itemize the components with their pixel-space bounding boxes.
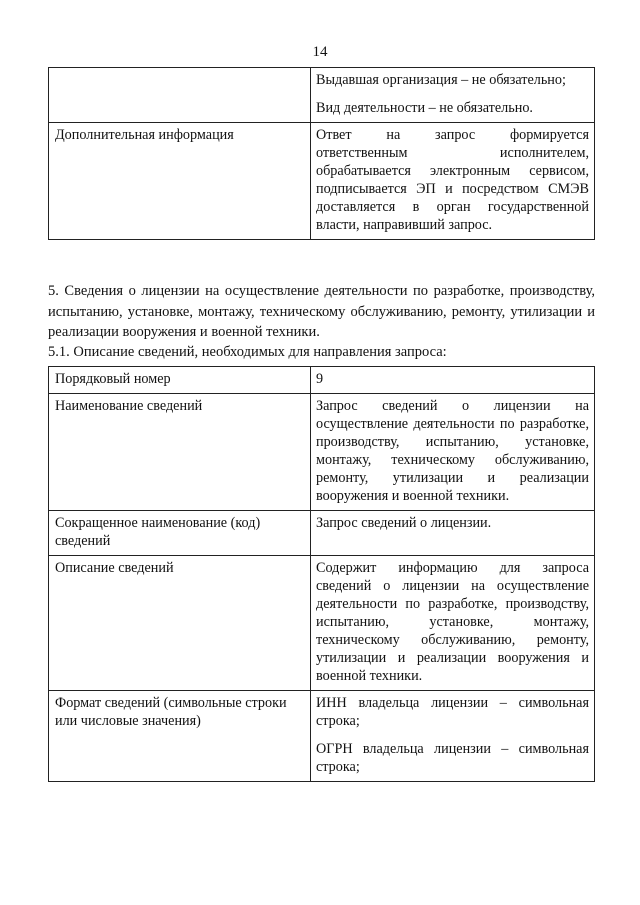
table-cell-label: Наименование сведений xyxy=(49,394,311,511)
table-cell-label: Дополнительная информация xyxy=(49,123,311,240)
table-row xyxy=(49,123,595,240)
table-cell-value: 9 xyxy=(311,367,595,394)
table-cell-value: Ответ на запрос формируется ответственным исполнителем, обрабатывается электронным сервисом, подписывается ЭП и посредством СМЭВ доставляется в орган государственной власти, направивший запрос. xyxy=(311,123,595,240)
table-cell-value: Запрос сведений о лицензии. xyxy=(311,511,595,556)
cell-paragraph: Вид деятельности – не обязательно. xyxy=(316,100,533,116)
cell-paragraph: ИНН владельца лицензии – символьная строка; xyxy=(316,695,589,729)
cell-paragraph: ОГРН владельца лицензии – символьная строка; xyxy=(316,741,589,775)
table-cell-label: Формат сведений (символьные строки или числовые значения) xyxy=(49,691,311,782)
table-cell-value xyxy=(311,691,595,782)
section-heading: 5. Сведения о лицензии на осуществление деятельности по разработке, производству, испытанию, установке, монтажу, техническому обслуживанию, ремонту, утилизации и реализации вооружения и военной техники. xyxy=(48,283,595,340)
table-row xyxy=(49,691,595,782)
subsection-heading: 5.1. Описание сведений, необходимых для направления запроса: xyxy=(48,344,447,360)
table-cell-value: Содержит информацию для запроса сведений о лицензии на осуществление деятельности по разработке, производству, испытанию, установке, монтажу, техническому обслуживанию, ремонту, утилизации и реализации вооружения и военной техники. xyxy=(311,556,595,691)
cell-paragraph: Выдавшая организация – не обязательно; xyxy=(316,72,566,88)
table-row xyxy=(49,394,595,511)
top-table xyxy=(48,67,595,240)
table-cell-label xyxy=(49,68,311,123)
table-cell-label: Порядковый номер xyxy=(49,367,311,394)
table-row xyxy=(49,367,595,394)
table-row xyxy=(49,68,595,123)
table-cell-value xyxy=(311,68,595,123)
info-table xyxy=(48,366,595,782)
table-cell-label: Описание сведений xyxy=(49,556,311,691)
table-row xyxy=(49,556,595,691)
table-cell-value: Запрос сведений о лицензии на осуществление деятельности по разработке, производству, испытанию, установке, монтажу, техническому обслуживанию, ремонту, утилизации и реализации вооружения и военной техники. xyxy=(311,394,595,511)
page-number: 14 xyxy=(312,44,328,60)
table-cell-label: Сокращенное наименование (код) сведений xyxy=(49,511,311,556)
table-row xyxy=(49,511,595,556)
